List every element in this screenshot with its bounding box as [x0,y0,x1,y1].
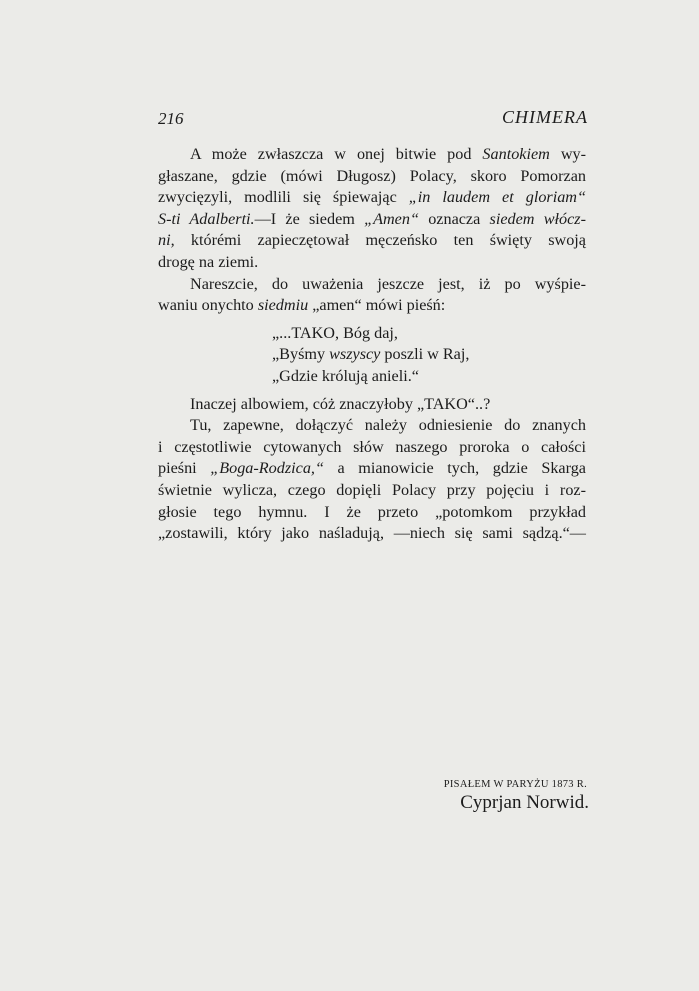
paragraph-line: ni, którémi zapieczętował męczeńsko ten święty swoją [158,231,586,250]
paragraph-line: i częstotliwie cytowanych słów naszego proroka o całości [158,437,586,456]
signature-name: Cyprjan Norwid. [460,792,589,813]
paragraph-line: pieśni „Boga-Rodzica,“ a mianowicie tych, gdzie Skarga [158,459,586,478]
paragraph-line: Tu, zapewne, dołączyć należy odniesienie do znanych [190,416,586,435]
paragraph-line: „zostawili, który jako naśladują, —niech się sami sądzą.“— [158,524,586,543]
paragraph-line: głosie tego hymnu. I że przeto „potomkom przykład [158,502,586,521]
verse-quote [272,323,586,388]
paragraph-line: waniu onychto siedmiu „amen“ mówi pieśń: [158,296,446,315]
paragraph-line: świetnie wylicza, czego dopięli Polacy przy pojęciu i roz- [158,480,586,499]
running-title: CHIMERA [502,107,588,127]
verse-line: „Byśmy wszyscy poszli w Raj, [272,345,470,364]
paragraph-line: drogę na ziemi. [158,252,259,271]
page-header [158,107,588,133]
paragraph-line: Nareszcie, do uważenia jeszcze jest, iż po wyśpie- [190,274,586,293]
paragraph-line: głaszane, gdzie (mówi Długosz) Polacy, skoro Pomorzan [158,166,586,185]
verse-line: „...TAKO, Bóg daj, [272,323,398,342]
paragraph-line: S-ti Adalberti.—I że siedem „Amen“ oznacza siedem włócz- [158,209,586,228]
paragraph-line: A może zwłaszcza w onej bitwie pod Santokiem wy- [190,145,586,163]
paragraph-line: zwycięzyli, modlili się śpiewając „in laudem et gloriam“ [158,188,586,207]
page-number: 216 [158,109,184,128]
verse-line: „Gdzie królują anieli.“ [272,366,419,385]
body-text [158,144,586,545]
paragraph-line: Inaczej albowiem, cóż znaczyłoby „TAKO“..? [190,394,491,413]
signature-place: PISAŁEM W PARYŻU 1873 R. [443,779,587,790]
